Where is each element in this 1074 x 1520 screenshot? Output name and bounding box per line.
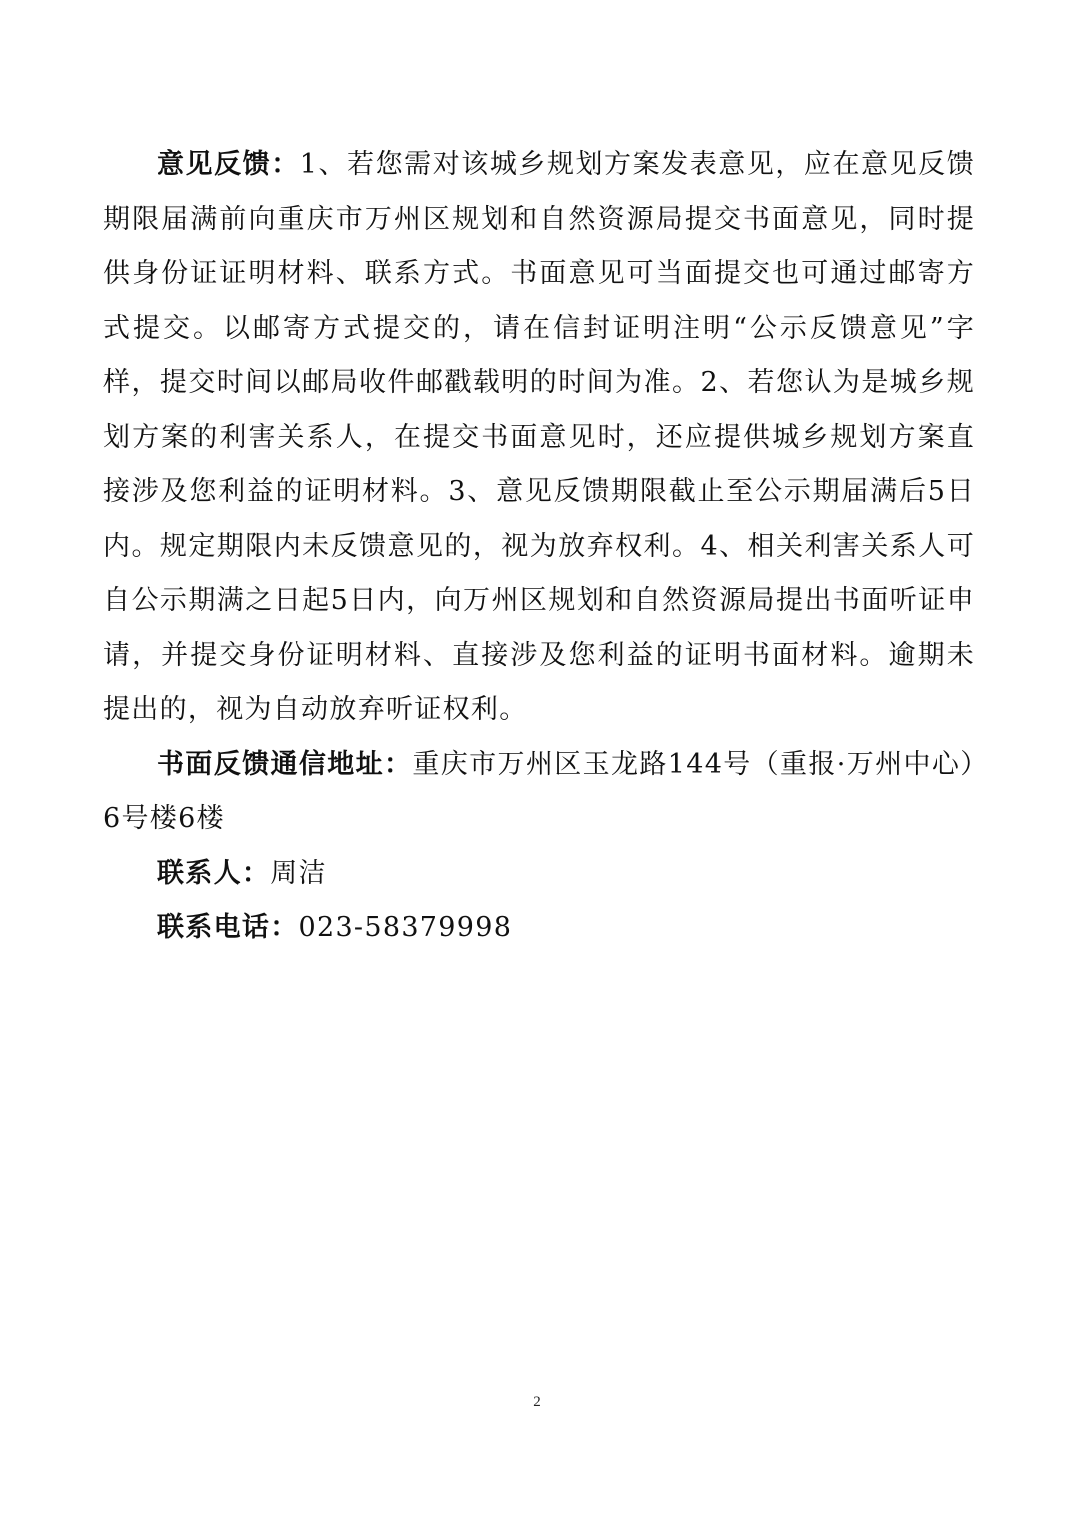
document-body: [103, 138, 975, 956]
feedback-label: 意见反馈：: [157, 149, 300, 180]
phone-text: 023-58379998: [298, 912, 513, 943]
contact-text: 周洁: [270, 857, 327, 889]
feedback-paragraph: [103, 138, 975, 738]
address-paragraph: [103, 738, 975, 847]
address-text: 重庆市万州区玉龙路144号（重报·万州中心）6号楼6楼: [103, 748, 976, 834]
address-label: 书面反馈通信地址：: [157, 748, 413, 780]
phone-label: 联系电话：: [157, 912, 299, 943]
page-number: 2: [533, 1394, 541, 1410]
contact-paragraph: [103, 847, 975, 902]
phone-paragraph: [103, 901, 975, 956]
feedback-text: 1、若您需对该城乡规划方案发表意见，应在意见反馈期限届满前向重庆市万州区规划和自然资源局提交书面意见，同时提供身份证证明材料、联系方式。书面意见可当面提交也可通过邮寄方式提交。以邮寄方式提交的，请在信封证明注明“公示反馈意见”字样，提交时间以邮局收件邮戳载明的时间为准。2、若您认为是城乡规划方案的利害关系人，在提交书面意见时，还应提供城乡规划方案直接涉及您利益的证明材料。3、意见反馈期限截止至公示期届满后5日内。规定期限内未反馈意见的，视为放弃权利。4、相关利害关系人可自公示期满之日起5日内，向万州区规划和自然资源局提出书面听证申请，并提交身份证明材料、直接涉及您利益的证明书面材料。逾期未提出的，视为自动放弃听证权利。: [103, 149, 975, 725]
contact-label: 联系人：: [157, 857, 271, 889]
